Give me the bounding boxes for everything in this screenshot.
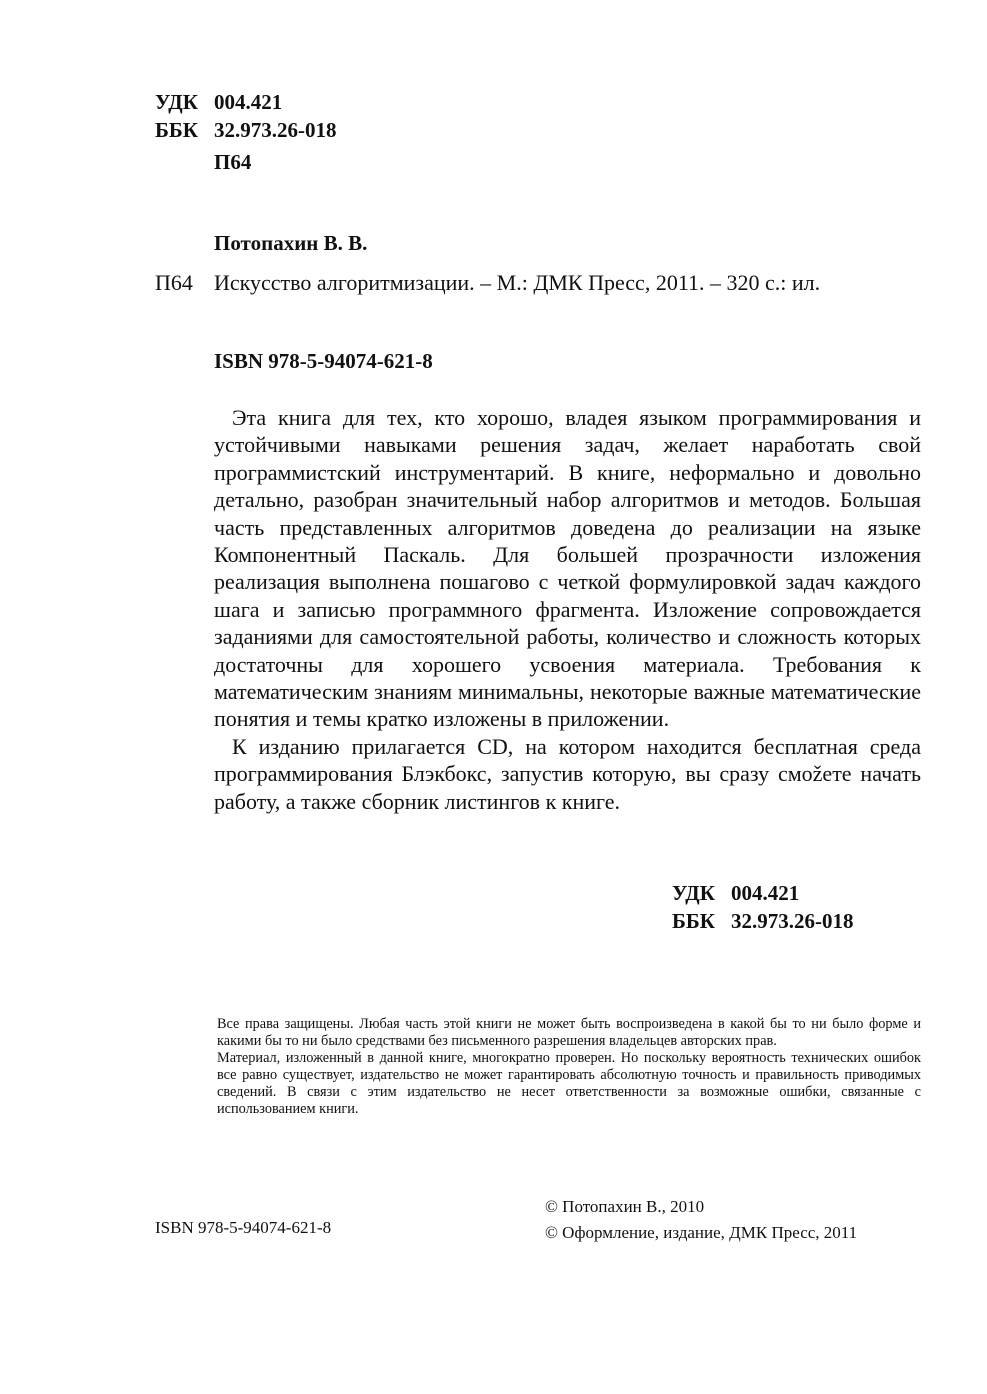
bbk-label-bottom: ББК [672,909,715,933]
udk-line-bottom [672,879,800,907]
copyright-publisher: © Оформление, издание, ДМК Пресс, 2011 [545,1223,858,1242]
bibliographic-entry [155,270,820,296]
bbk-code-bottom: 32.973.26-018 [731,909,854,933]
bbk-label: ББК [155,118,198,142]
bibliographic-mark: П64 [155,270,193,295]
isbn-footer: ISBN 978-5-94074-621-8 [155,1218,332,1237]
udk-label-bottom: УДК [672,881,715,905]
isbn-heading: ISBN 978-5-94074-621-8 [214,349,433,373]
classification-block-bottom [672,879,854,935]
udk-label: УДК [155,90,198,114]
bbk-line [155,116,337,144]
bbk-code: 32.973.26-018 [214,118,337,142]
abstract [214,404,921,815]
rights-paragraph-1: Все права защищены. Любая часть этой книги не может быть воспроизведена в какой бы то ни было форме и какими бы то ни было средствами без письменного разрешения владельцев авторских прав. [217,1016,921,1049]
udk-code-bottom: 004.421 [731,881,800,905]
rights-paragraph-2: Материал, изложенный в данной книге, многократно проверен. Но поскольку вероятность технических ошибок все равно существует, издательство не может гарантировать абсолютную точность и правильность приводимых сведений. В связи с этим издательство не несет ответственности за возможные ошибки, связанные с использованием книги. [217,1050,921,1117]
bbk-line-bottom [672,907,854,935]
abstract-paragraph-1: Эта книга для тех, кто хорошо, владея языком программирования и устойчивыми навыками решения задач, желает наработать свой программистский инструментарий. В книге, неформально и довольно детально, разобран значительный набор алгоритмов и методов. Большая часть представленных алгоритмов доведена до реализации на языке Компонентный Паскаль. Для большей прозрачности изложения реализация выполнена пошагово с четкой формулировкой задач каждого шага и записью программного фрагмента. Изложение сопровождается заданиями для самостоятельной работы, количество и сложность которых достаточны для хорошего усвоения материала. Требования к математическим знаниям минимальны, некоторые важные математические понятия и темы кратко изложены в приложении. [214,405,921,732]
author-mark: П64 [214,150,252,174]
classification-block-top [155,88,337,144]
rights-notice [217,1016,921,1118]
copyright-block [545,1194,857,1246]
copyright-author: © Потопахин В., 2010 [545,1197,705,1216]
udk-code: 004.421 [214,90,283,114]
abstract-paragraph-2: К изданию прилагается CD, на котором находится бесплатная среда программирования Блэкбокс, запустив которую, вы сразу смožeте начать работу, а также сборник листингов к книге. [214,733,921,814]
udk-line [155,88,283,116]
author-name: Потопахин В. В. [214,231,368,255]
bibliographic-text: Искусство алгоритмизации. – М.: ДМК Пресс, 2011. – 320 с.: ил. [214,270,821,295]
